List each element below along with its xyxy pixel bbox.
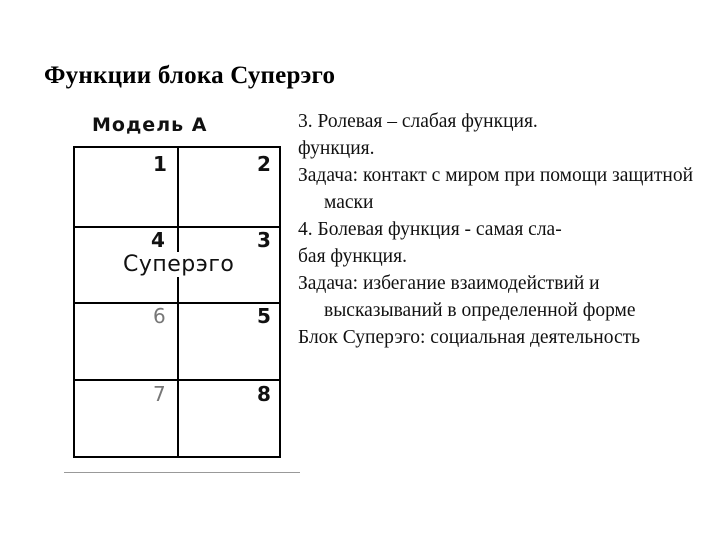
text-line: Задача: контакт с миром при помощи защитной маски	[298, 165, 693, 213]
grid-divider-vertical	[177, 148, 179, 456]
text-line: функция.	[298, 138, 375, 159]
model-a-grid	[73, 146, 281, 458]
text-line: бая функция.	[298, 246, 407, 267]
cell-number-5: 5	[257, 304, 271, 328]
model-label: Модель А	[92, 114, 208, 136]
baseline-divider	[64, 472, 300, 473]
cell-number-7: 7	[153, 382, 166, 406]
slide-title: Функции блока Суперэго	[44, 62, 336, 89]
cell-number-3: 3	[257, 228, 271, 252]
function-description	[298, 108, 708, 351]
cell-number-4: 4	[151, 228, 165, 252]
text-line: Блок Суперэго: социальная деятельность	[298, 327, 641, 348]
text-line: 4. Болевая функция - самая сла-	[298, 219, 562, 240]
superego-label: Суперэго	[123, 252, 235, 277]
cell-number-8: 8	[257, 382, 271, 406]
text-line: 3. Ролевая – слабая функция.	[298, 111, 538, 132]
cell-number-1: 1	[153, 152, 167, 176]
cell-number-2: 2	[257, 152, 271, 176]
cell-number-6: 6	[153, 304, 166, 328]
text-line: Задача: избегание взаимодействий и высказываний в определенной форме	[298, 273, 636, 321]
